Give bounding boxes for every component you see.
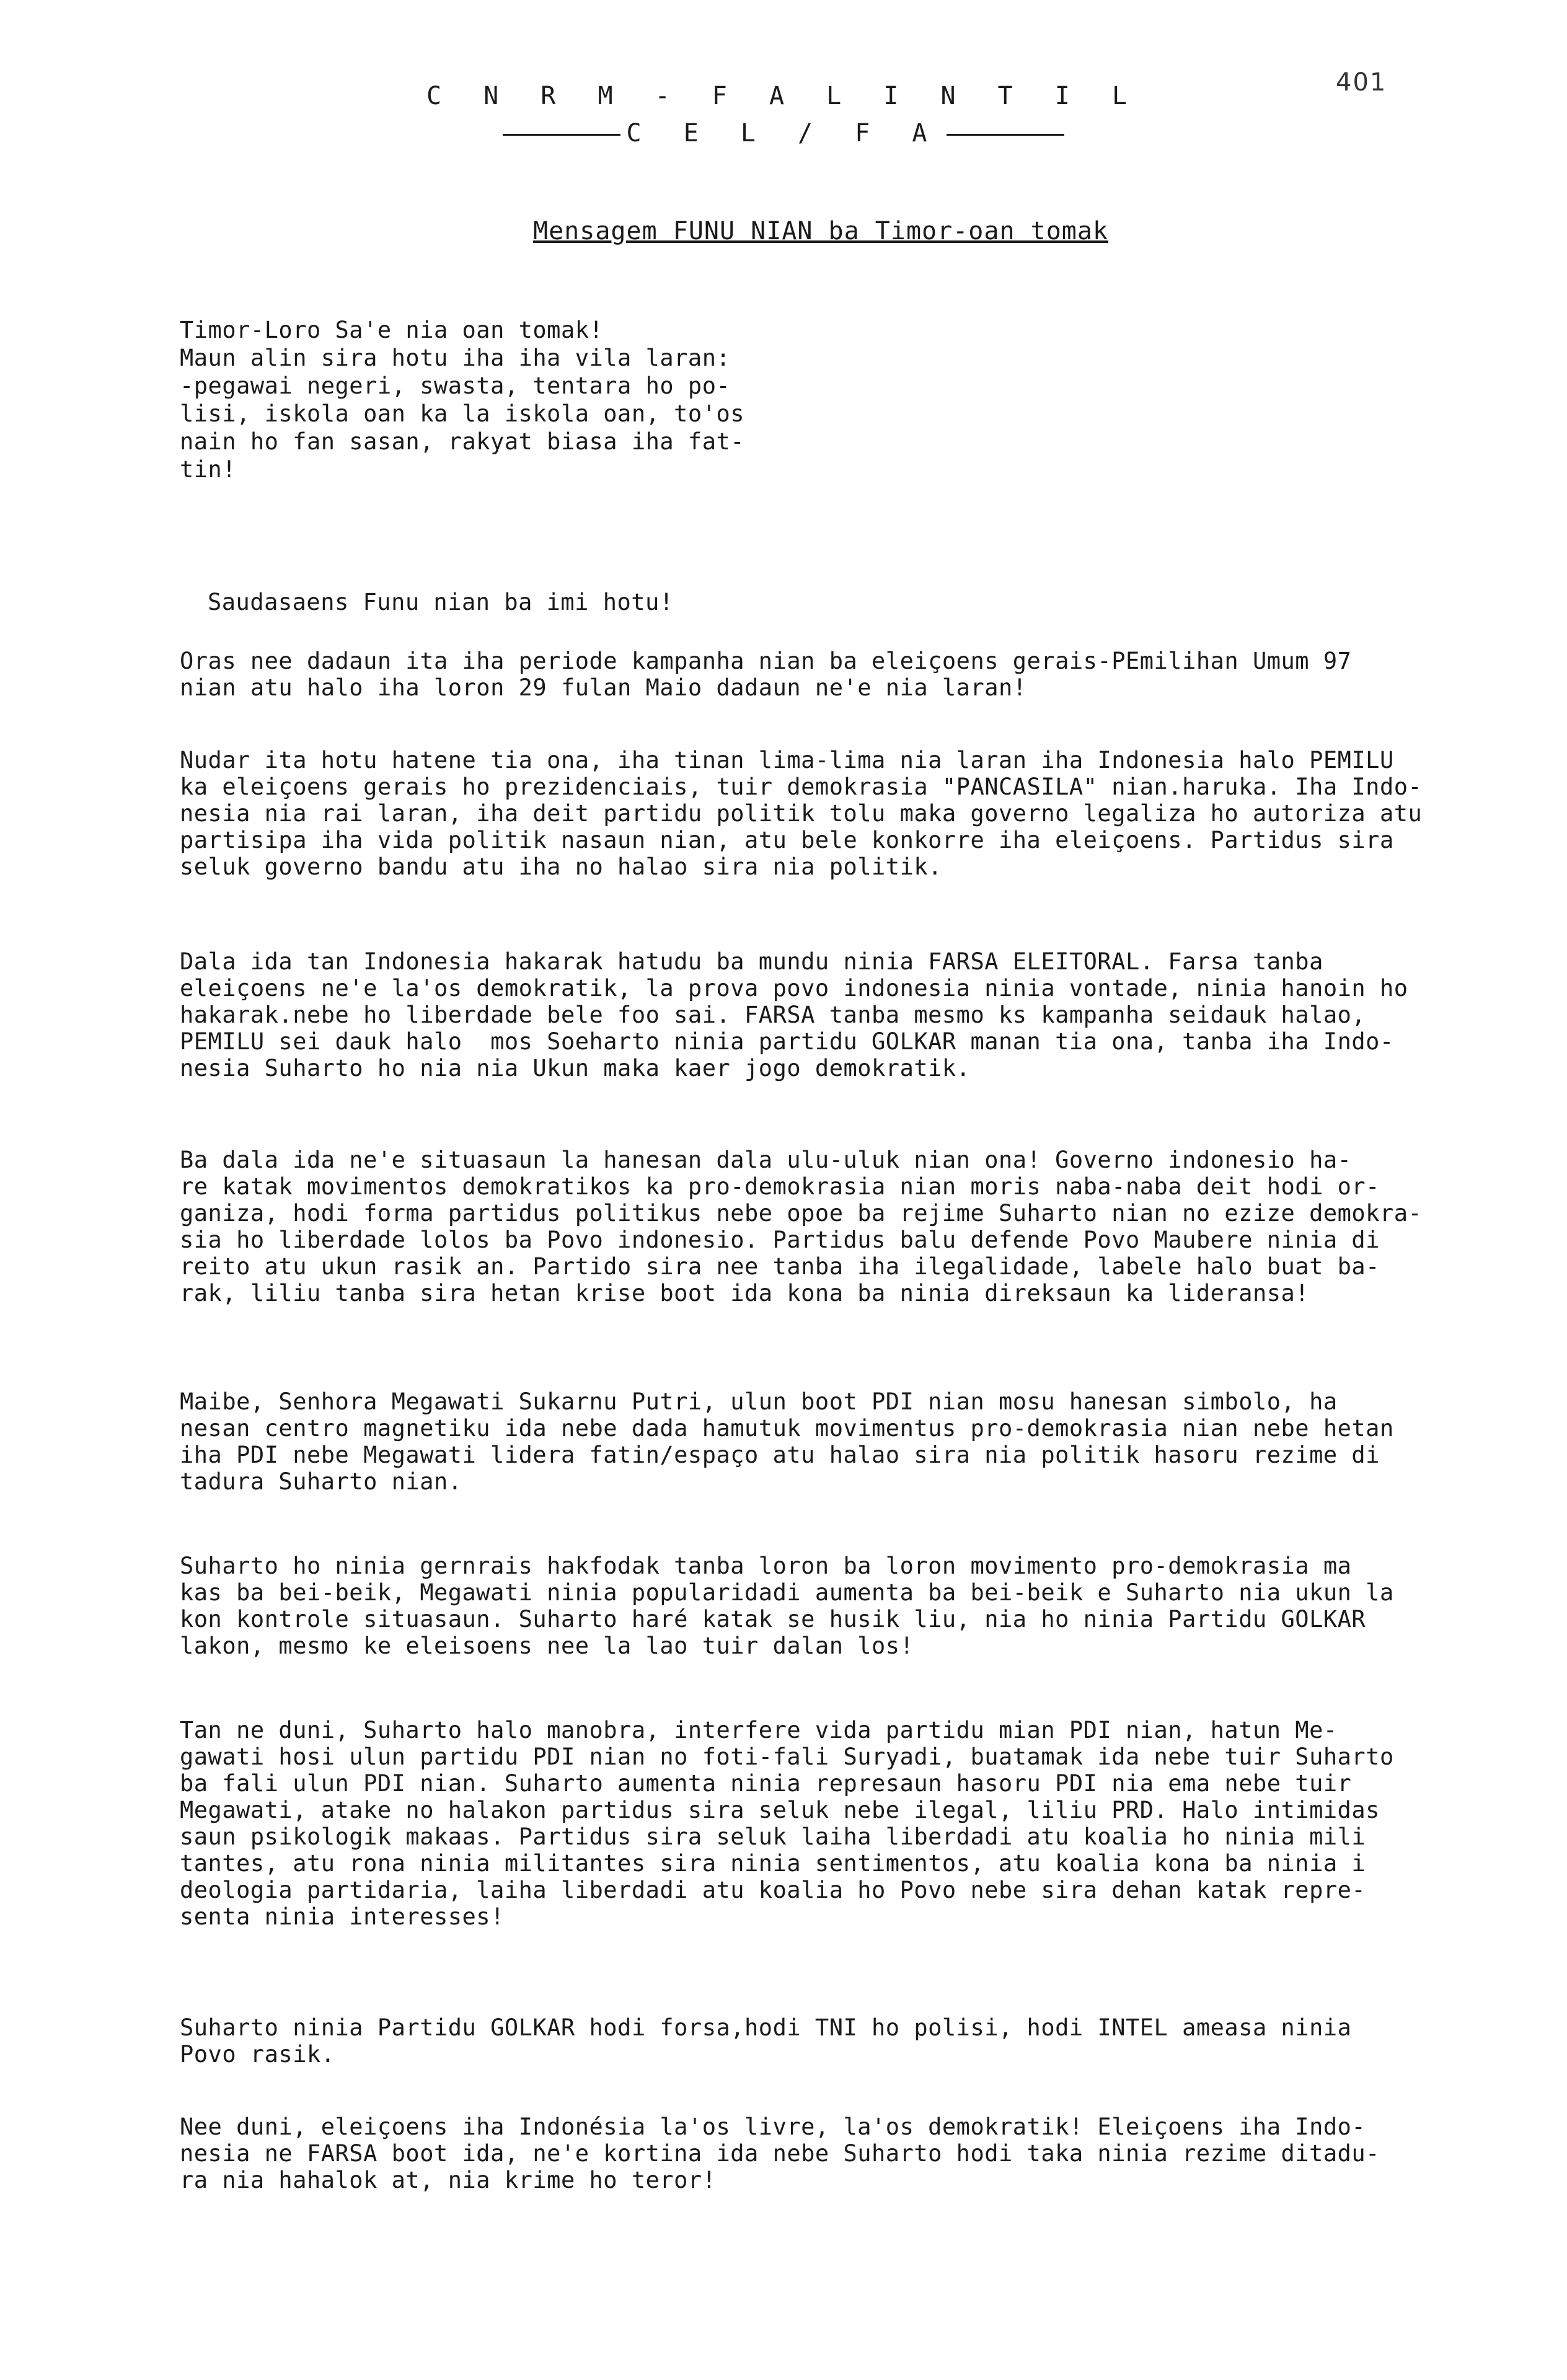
address-block: Timor-Loro Sa'e nia oan tomak! Maun alin sira hotu iha iha vila laran: -pegawai negeri, swasta, tentara ho po- lisi, iskola oan ka la iskola oan, to'os nain ho fan sasan, rakyat biasa iha fat- tin!	[180, 317, 745, 483]
header-subline	[0, 115, 1567, 152]
paragraph-2: Nudar ita hotu hatene tia ona, iha tinan lima-lima nia laran iha Indonesia halo PEMILU ka eleiçoens gerais ho prezidenciais, tuir demokrasia "PANCASILA" nian.haruka. Iha Indo- nesia nia rai laran, iha deit partidu politik tolu maka governo legaliza ho autoriza atu partisipa iha vida politik nasaun nian, atu bele konkorre iha eleiçoens. Partidus sira seluk governo bandu atu iha no halao sira nia politik.	[180, 747, 1423, 880]
header-organization: C N R M - F A L I N T I L	[426, 82, 1141, 110]
header-sub-label: C E L / F A	[626, 119, 941, 148]
document-header	[0, 77, 1567, 152]
paragraph-7: Tan ne duni, Suharto halo manobra, interfere vida partidu mian PDI nian, hatun Me- gawati hosi ulun partidu PDI nian no foti-fali Suryadi, buatamak ida nebe tuir Suharto ba fali ulun PDI nian. Suharto aumenta ninia represaun hasoru PDI nia ema nebe tuir Megawati, atake no halakon partidus sira seluk nebe ilegal, liliu PRD. Halo intimidas saun psikologik makaas. Partidus sira seluk laiha liberdadi atu koalia ho ninia mili tantes, atu rona ninia militantes sira ninia sentimentos, atu koalia kona ba ninia i deologia partidaria, laiha liberdadi atu koalia ho Povo nebe sira dehan katak repre- senta ninia interesses!	[180, 1717, 1394, 1930]
paragraph-6: Suharto ho ninia gernrais hakfodak tanba loron ba loron movimento pro-demokrasia ma kas ba bei-beik, Megawati ninia popularidadi aumenta ba bei-beik e Suharto nia ukun la kon kontrole situasaun. Suharto haré katak se husik liu, nia ho ninia Partidu GOLKAR lakon, mesmo ke eleisoens nee la lao tuir dalan los!	[180, 1553, 1394, 1659]
greeting-line: Saudasaens Funu nian ba imi hotu!	[208, 589, 674, 615]
document-title: Mensagem FUNU NIAN ba Timor-oan tomak	[533, 217, 1109, 245]
header-rule-right	[947, 134, 1064, 136]
paragraph-3: Dala ida tan Indonesia hakarak hatudu ba mundu ninia FARSA ELEITORAL. Farsa tanba eleiçoens ne'e la'os demokratik, la prova povo indonesia ninia vontade, ninia hanoin ho hakarak.nebe ho liberdade bele foo sai. FARSA tanba mesmo ks kampanha seidauk halao, PEMILU sei dauk halo mos Soeharto ninia partidu GOLKAR manan tia ona, tanba iha Indo- nesia Suharto ho nia nia Ukun maka kaer jogo demokratik.	[180, 948, 1408, 1082]
paragraph-4: Ba dala ida ne'e situasaun la hanesan dala ulu-uluk nian ona! Governo indonesio ha- re katak movimentos demokratikos ka pro-demokrasia nian moris naba-naba deit hodi or- ganiza, hodi forma partidus politikus nebe opoe ba rejime Suharto nian no ezize demokra- sia ho liberdade lolos ba Povo indonesio. Partidus balu defende Povo Maubere ninia di reito atu ukun rasik an. Partido sira nee tanba iha ilegalidade, labele halo buat ba- rak, liliu tanba sira hetan krise boot ida kona ba ninia direksaun ka lideransa!	[180, 1147, 1423, 1307]
paragraph-1: Oras nee dadaun ita iha periode kampanha nian ba eleiçoens gerais-PEmilihan Umum 97 nian atu halo iha loron 29 fulan Maio dadaun ne'e nia laran!	[180, 648, 1352, 701]
page-number: 401	[1336, 68, 1387, 97]
header-rule-left	[503, 134, 620, 136]
paragraph-8: Suharto ninia Partidu GOLKAR hodi forsa,hodi TNI ho polisi, hodi INTEL ameasa ninia Povo rasik.	[180, 2014, 1352, 2068]
paragraph-5: Maibe, Senhora Megawati Sukarnu Putri, ulun boot PDI nian mosu hanesan simbolo, ha nesan centro magnetiku ida nebe dada hamutuk movimentus pro-demokrasia nian nebe hetan iha PDI nebe Megawati lidera fatin/espaço atu halao sira nia politik hasoru rezime di tadura Suharto nian.	[180, 1388, 1394, 1495]
paragraph-9: Nee duni, eleiçoens iha Indonésia la'os livre, la'os demokratik! Eleiçoens iha Indo- nesia ne FARSA boot ida, ne'e kortina ida nebe Suharto hodi taka ninia rezime ditadu- ra nia hahalok at, nia krime ho teror!	[180, 2113, 1380, 2193]
